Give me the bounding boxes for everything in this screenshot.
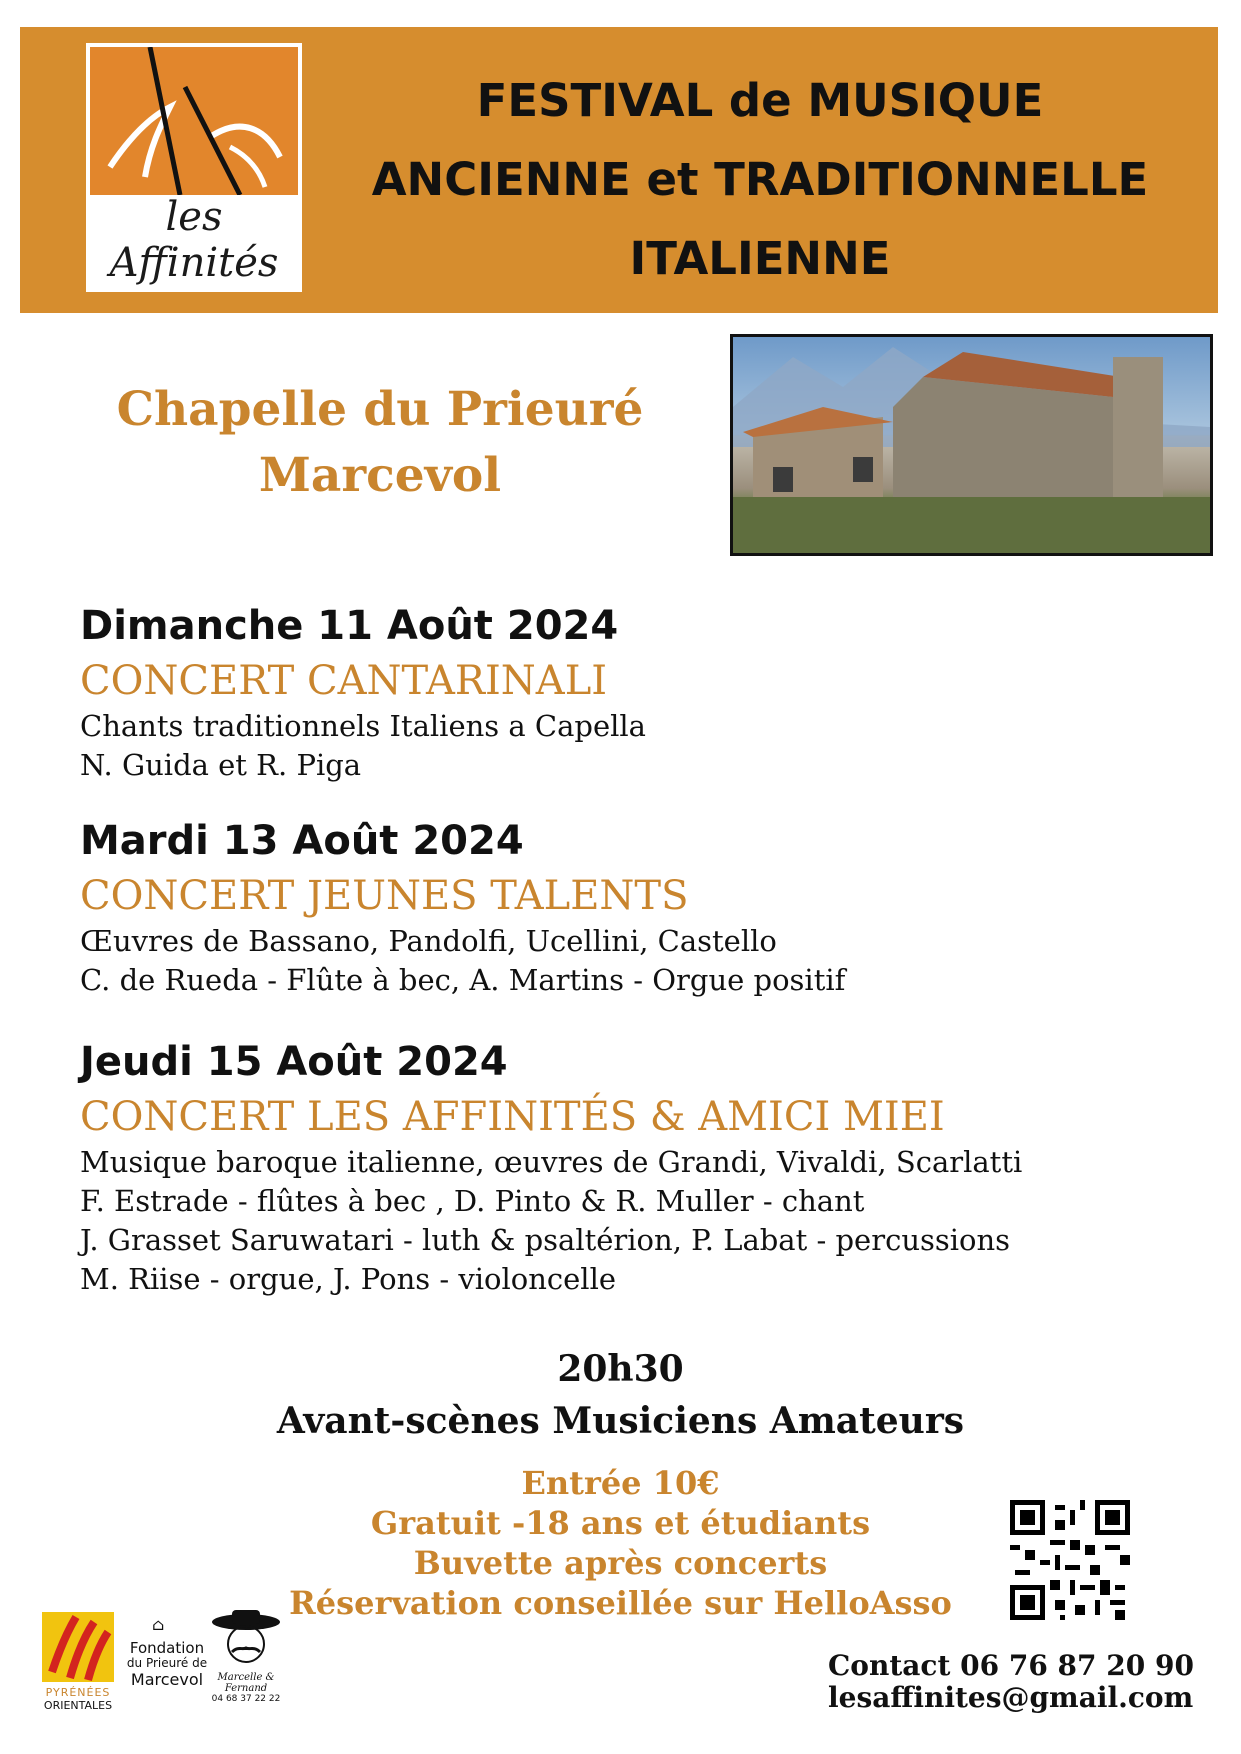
pyrenees-line-2: ORIENTALES — [43, 1699, 113, 1712]
fondation-line-3: Marcevol — [130, 1670, 204, 1690]
chapel-illustration — [733, 337, 1210, 553]
event-3-date: Jeudi 15 Août 2024 — [80, 1039, 508, 1085]
qr-code-icon — [1010, 1500, 1130, 1620]
les-affinites-logo — [86, 43, 302, 292]
hands-icon — [90, 47, 298, 195]
fondation-line-2: du Prieuré de — [126, 1656, 208, 1671]
contact-phone: Contact 06 76 87 20 90 — [828, 1649, 1194, 1682]
venue-name: Chapelle du Prieuré — [116, 382, 644, 437]
marcelle-fernand-phone: 04 68 37 22 22 — [211, 1694, 281, 1704]
pyrenees-line-1: PYRÉNÉES — [45, 1686, 111, 1699]
fondation-line-1: Fondation — [129, 1639, 205, 1657]
marcelle-fernand-text: Marcelle & Fernand — [217, 1672, 275, 1694]
marcelle-fernand-logo — [208, 1608, 284, 1720]
pyrenees-stripes-icon — [42, 1612, 114, 1682]
fondation-logo — [122, 1615, 212, 1715]
info-price: Entrée 10€ — [521, 1464, 720, 1502]
hat-mustache-icon — [208, 1608, 284, 1668]
event-3-line-3: J. Grasset Saruwatari - luth & psaltérion, P. Labat - percussions — [80, 1223, 1011, 1257]
pyrenees-orientales-logo — [42, 1612, 114, 1712]
title-line-3: ITALIENNE — [629, 232, 891, 285]
concert-time: 20h30 — [557, 1348, 684, 1390]
info-free: Gratuit -18 ans et étudiants — [370, 1504, 871, 1542]
logo-text: les Affinités — [109, 194, 279, 286]
event-1-title: CONCERT CANTARINALI — [80, 658, 608, 704]
fondation-arch-icon: ⌂ — [152, 1615, 165, 1634]
event-3-line-4: M. Riise - orgue, J. Pons - violoncelle — [80, 1262, 617, 1296]
pre-show-text: Avant-scènes Musiciens Amateurs — [276, 1400, 965, 1442]
info-bar: Buvette après concerts — [413, 1544, 828, 1582]
event-3-line-2: F. Estrade - flûtes à bec , D. Pinto & R. Muller - chant — [80, 1184, 865, 1218]
venue-town: Marcevol — [258, 448, 502, 503]
event-3-title: CONCERT LES AFFINITÉS & AMICI MIEI — [80, 1094, 945, 1140]
event-2-line-2: C. de Rueda - Flûte à bec, A. Martins - Orgue positif — [80, 963, 846, 997]
logo-background — [90, 47, 298, 195]
event-1-line-2: N. Guida et R. Piga — [80, 748, 362, 782]
event-3-line-1: Musique baroque italienne, œuvres de Grandi, Vivaldi, Scarlatti — [80, 1145, 1023, 1179]
event-2-date: Mardi 13 Août 2024 — [80, 818, 524, 864]
contact-email[interactable]: lesaffinites@gmail.com — [828, 1681, 1194, 1714]
title-line-2: ANCIENNE et TRADITIONNELLE — [371, 153, 1149, 206]
event-2-title: CONCERT JEUNES TALENTS — [80, 873, 689, 919]
event-2-line-1: Œuvres de Bassano, Pandolfi, Ucellini, Castello — [80, 924, 777, 958]
qr-code[interactable] — [1010, 1500, 1130, 1620]
chapel-photo — [730, 334, 1213, 556]
title-line-1: FESTIVAL de MUSIQUE — [476, 74, 1044, 127]
event-1-date: Dimanche 11 Août 2024 — [80, 603, 619, 649]
event-1-line-1: Chants traditionnels Italiens a Capella — [80, 709, 646, 743]
info-reservation: Réservation conseillée sur HelloAsso — [289, 1584, 952, 1622]
